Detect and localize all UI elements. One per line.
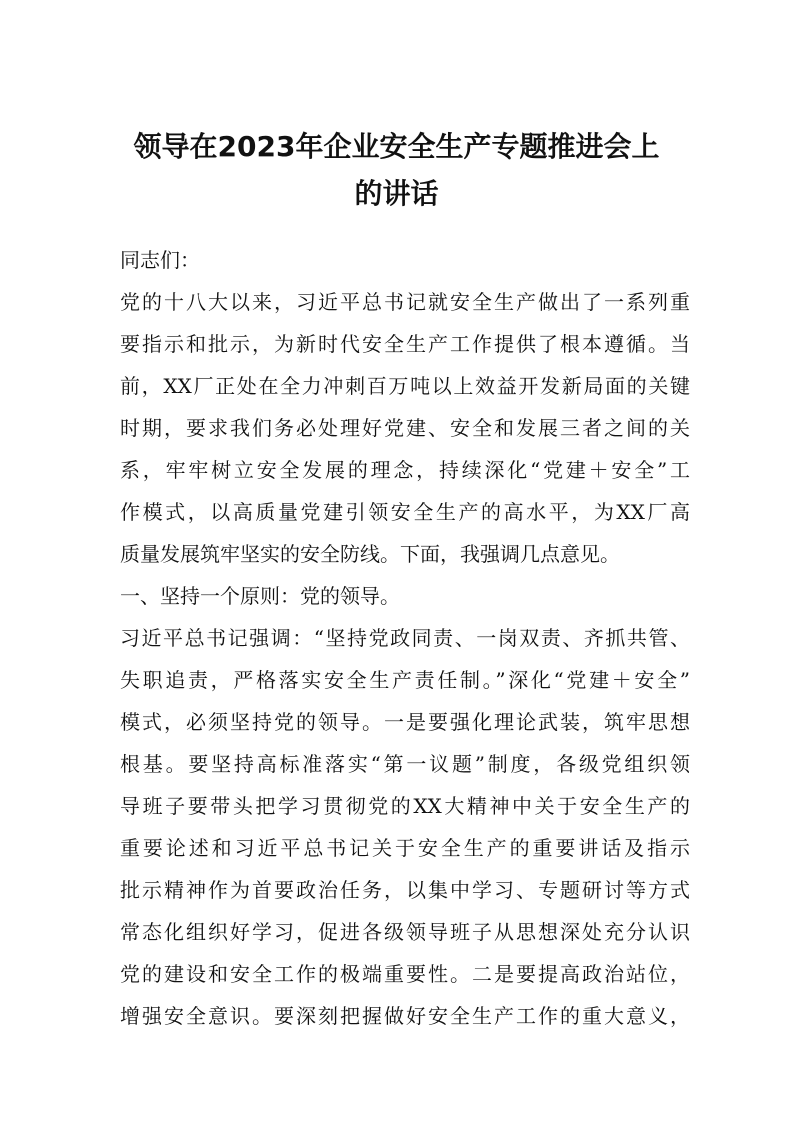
body-line: 质量发展筑牢坚实的安全防线。下面，我强调几点意见。 [120,542,620,566]
section-heading: 一、坚持一个原则：党的领导。 [120,584,400,608]
body-line: 党的十八大以来，习近平总书记就安全生产做出了一系列重 [120,290,690,314]
salutation: 同志们： [120,248,200,272]
title-line-2: 的讲话 [354,177,439,210]
body-line: 批示精神作为首要政治任务，以集中学习、专题研讨等方式 [120,878,690,902]
body-line: 时期，要求我们务必处理好党建、安全和发展三者之间的关 [120,416,690,440]
body-line: 模式，必须坚持党的领导。一是要强化理论武装，筑牢思想 [120,710,690,734]
body-line: 党的建设和安全工作的极端重要性。二是要提高政治站位， [120,962,690,986]
body-line: 失职追责，严格落实安全生产责任制。”深化“党建＋安全” [120,668,690,692]
body-line: 系，牢牢树立安全发展的理念，持续深化“党建＋安全”工 [120,458,690,482]
title-line-1: 领导在2023年企业安全生产专题推进会上 [133,130,660,163]
body-line: 根基。要坚持高标准落实“第一议题”制度，各级党组织领 [120,752,690,776]
body-line: 导班子要带头把学习贯彻党的XX大精神中关于安全生产的 [120,794,690,818]
body-line: 习近平总书记强调：“坚持党政同责、一岗双责、齐抓共管、 [120,626,690,650]
body-line: 要指示和批示，为新时代安全生产工作提供了根本遵循。当 [120,332,690,356]
body-line: 前，XX厂正处在全力冲刺百万吨以上效益开发新局面的关键 [120,374,690,398]
body-line: 增强安全意识。要深刻把握做好安全生产工作的重大意义， [120,1004,690,1028]
body-line: 重要论述和习近平总书记关于安全生产的重要讲话及指示 [120,836,690,860]
body-line: 常态化组织好学习，促进各级领导班子从思想深处充分认识 [120,920,690,944]
body-line: 作模式，以高质量党建引领安全生产的高水平，为XX厂高 [120,500,690,524]
